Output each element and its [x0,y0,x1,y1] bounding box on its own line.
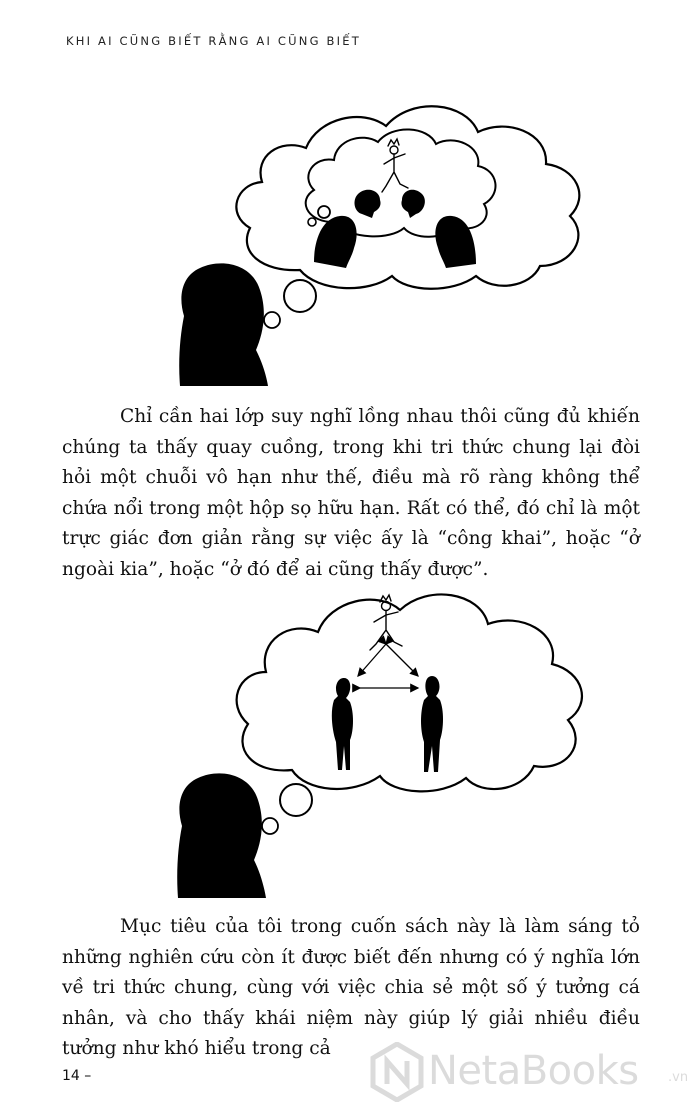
paragraph-1: Chỉ cần hai lớp suy nghĩ lồng nhau thôi cũng đủ khiến chúng ta thấy quay cuồng, trong khi tri thức chung lại đòi hỏi một chuỗi vô hạn như thế, điều mà rõ ràng không thể chứa nổi trong một hộp sọ hữu hạn. Rất có thể, đó chỉ là một trực giác đơn giản rằng sự việc ấy là “công khai”, hoặc “ở ngoài kia”, hoặc “ở đó để ai cũng thấy được”. [62,406,640,580]
watermark [370,1040,690,1104]
thinker-silhouette [177,773,266,898]
thinker-silhouette [179,263,268,386]
public-knowledge-illustration [0,586,700,901]
running-header: KHI AI CŨNG BIẾT RẰNG AI CŨNG BIẾT [66,34,361,48]
paragraph-2: Mục tiêu của tôi trong cuốn sách này là làm sáng tỏ những nghiên cứu còn ít được biết đến nhưng có ý nghĩa lớn về tri thức chung, cùng với việc chia sẻ một số ý tưởng cá nhân, và cho thấy khái niệm này giúp lý giải nhiều điều tưởng như khó hiểu trong cả [62,916,640,1059]
watermark-brand: NetaBooks [428,1048,639,1094]
thought-cloud [237,594,582,791]
page-number: 14 – [62,1068,92,1084]
nested-thought-illustration [0,88,700,388]
netabooks-logo-icon [370,1042,424,1102]
watermark-suffix: .vn [668,1070,689,1085]
